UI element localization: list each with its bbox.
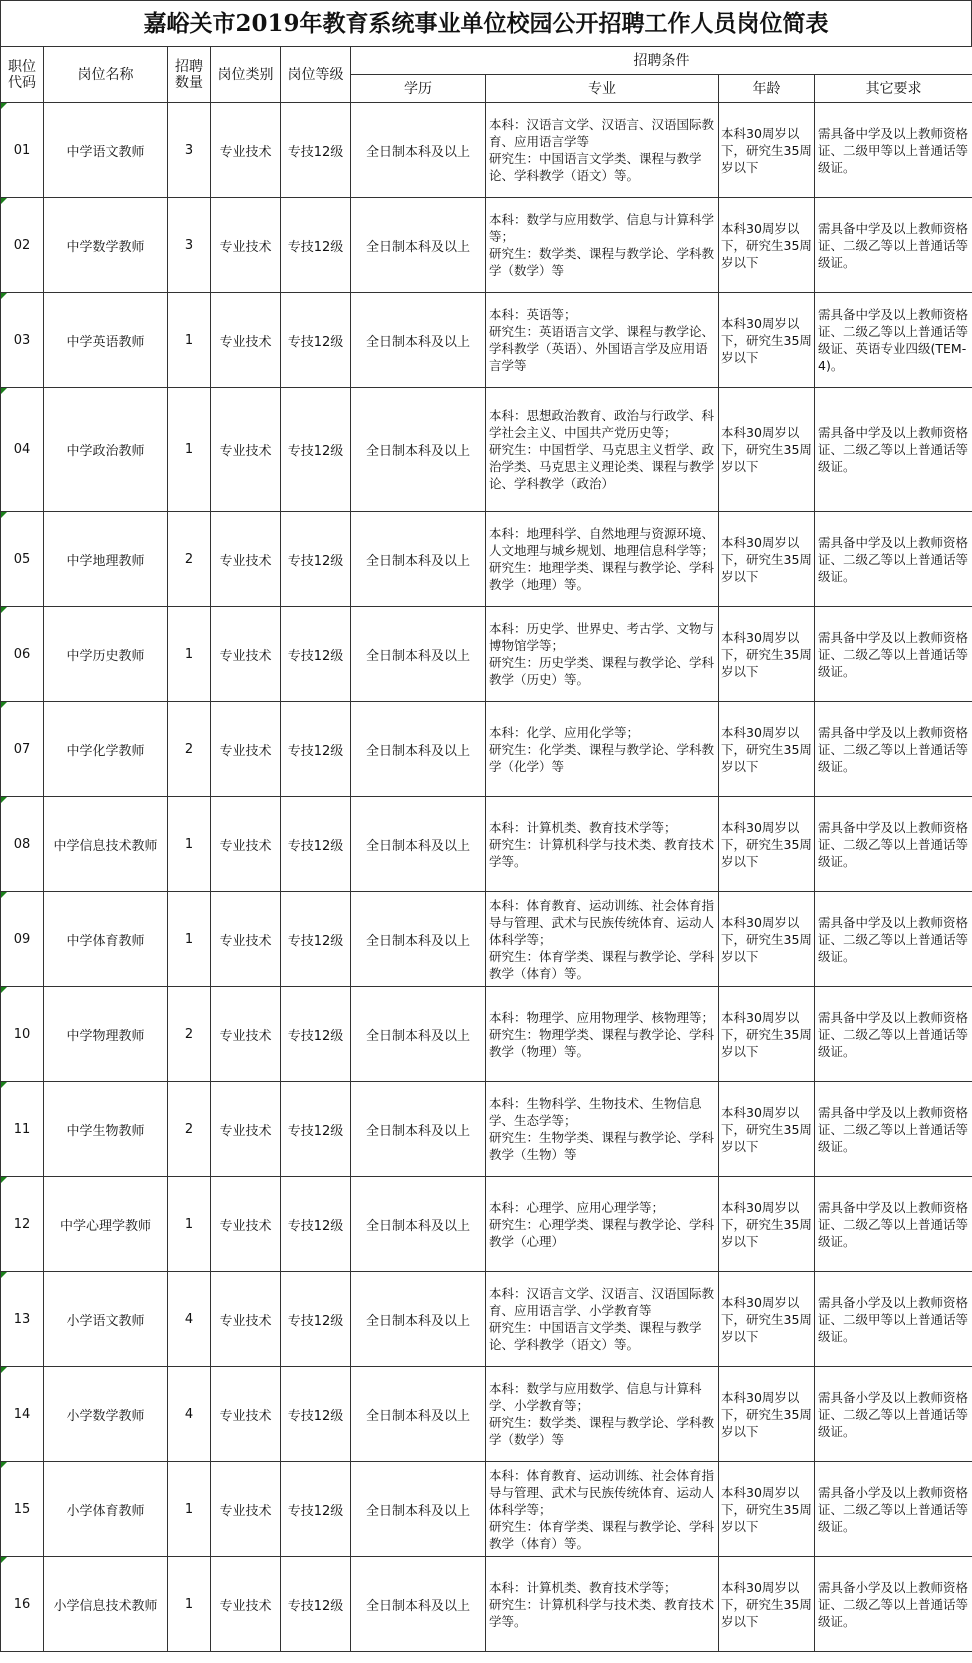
major-graduate: 研究生：英语语言文学、课程与教学论、学科教学（英语）、外国语言学及应用语言学等: [489, 324, 715, 373]
header-grade: 岗位等级: [281, 47, 351, 103]
position-age: 本科30周岁以下，研究生35周岁以下: [719, 1177, 815, 1272]
position-count: 4: [168, 1367, 211, 1462]
position-name: 小学信息技术教师: [44, 1557, 168, 1652]
major-graduate: 研究生：数学类、课程与教学论、学科教学（数学）等: [489, 246, 715, 278]
header-count: 招聘数量: [168, 47, 211, 103]
position-category: 专业技术: [211, 1367, 281, 1462]
position-grade: 专技12级: [281, 1367, 351, 1462]
position-education: 全日制本科及以上: [351, 797, 486, 892]
position-category: 专业技术: [211, 987, 281, 1082]
major-undergraduate: 本科：计算机类、教育技术学等；: [489, 1579, 677, 1595]
position-code: 04: [1, 388, 44, 512]
positions-table: [0, 46, 972, 1652]
position-count: 1: [168, 797, 211, 892]
header-code: 职位代码: [1, 47, 44, 103]
position-category: 专业技术: [211, 797, 281, 892]
position-category: 专业技术: [211, 1177, 281, 1272]
position-grade: 专技12级: [281, 1272, 351, 1367]
position-age: 本科30周岁以下，研究生35周岁以下: [719, 198, 815, 293]
position-name: 中学地理教师: [44, 512, 168, 607]
position-name: 中学英语教师: [44, 293, 168, 388]
position-name: 中学体育教师: [44, 892, 168, 987]
position-major: [486, 607, 719, 702]
position-age: 本科30周岁以下，研究生35周岁以下: [719, 892, 815, 987]
position-major: [486, 1462, 719, 1557]
position-other: 需具备小学及以上教师资格证、二级乙等以上普通话等级证。: [815, 1557, 972, 1652]
position-major: [486, 198, 719, 293]
position-age: 本科30周岁以下，研究生35周岁以下: [719, 607, 815, 702]
position-major: [486, 388, 719, 512]
position-grade: 专技12级: [281, 388, 351, 512]
position-grade: 专技12级: [281, 1557, 351, 1652]
table-row: [1, 512, 972, 607]
position-count: 4: [168, 1272, 211, 1367]
page-title: 嘉峪关市2019年教育系统事业单位校园公开招聘工作人员岗位简表: [0, 0, 972, 46]
position-education: 全日制本科及以上: [351, 1177, 486, 1272]
position-other: 需具备中学及以上教师资格证、二级乙等以上普通话等级证。: [815, 797, 972, 892]
table-row: [1, 1367, 972, 1462]
position-code: 09: [1, 892, 44, 987]
position-code: 05: [1, 512, 44, 607]
major-undergraduate: 本科：数学与应用数学、信息与计算科学、小学教育等；: [489, 1381, 702, 1413]
position-grade: 专技12级: [281, 797, 351, 892]
header-major: 专业: [486, 75, 719, 103]
position-age: 本科30周岁以下，研究生35周岁以下: [719, 702, 815, 797]
position-count: 1: [168, 293, 211, 388]
position-grade: 专技12级: [281, 702, 351, 797]
position-major: [486, 1272, 719, 1367]
table-row: [1, 198, 972, 293]
position-major: [486, 702, 719, 797]
position-code: 14: [1, 1367, 44, 1462]
position-grade: 专技12级: [281, 198, 351, 293]
position-major: [486, 1367, 719, 1462]
major-graduate: 研究生：中国语言文学类、课程与教学论、学科教学（语文）等。: [489, 151, 702, 183]
major-undergraduate: 本科：历史学、世界史、考古学、文物与博物馆学等；: [489, 621, 715, 653]
position-grade: 专技12级: [281, 293, 351, 388]
position-grade: 专技12级: [281, 1462, 351, 1557]
position-code: 08: [1, 797, 44, 892]
position-age: 本科30周岁以下，研究生35周岁以下: [719, 987, 815, 1082]
position-grade: 专技12级: [281, 1082, 351, 1177]
position-code: 03: [1, 293, 44, 388]
major-graduate: 研究生：计算机科学与技术类、教育技术学等。: [489, 836, 715, 869]
position-name: 小学语文教师: [44, 1272, 168, 1367]
table-row: [1, 702, 972, 797]
position-education: 全日制本科及以上: [351, 1557, 486, 1652]
position-count: 2: [168, 987, 211, 1082]
position-grade: 专技12级: [281, 892, 351, 987]
position-code: 01: [1, 103, 44, 198]
position-education: 全日制本科及以上: [351, 1272, 486, 1367]
position-name: 中学化学教师: [44, 702, 168, 797]
position-category: 专业技术: [211, 892, 281, 987]
position-category: 专业技术: [211, 293, 281, 388]
major-graduate: 研究生：物理学类、课程与教学论、学科教学（物理）等。: [489, 1026, 715, 1059]
position-education: 全日制本科及以上: [351, 702, 486, 797]
position-education: 全日制本科及以上: [351, 103, 486, 198]
table-row: [1, 1557, 972, 1652]
position-code: 13: [1, 1272, 44, 1367]
major-undergraduate: 本科：体育教育、运动训练、社会体育指导与管理、武术与民族传统体育、运动人体科学等；: [489, 1467, 715, 1517]
position-count: 1: [168, 607, 211, 702]
position-other: 需具备中学及以上教师资格证、二级乙等以上普通话等级证。: [815, 702, 972, 797]
major-undergraduate: 本科：计算机类、教育技术学等；: [489, 819, 677, 835]
position-grade: 专技12级: [281, 1177, 351, 1272]
major-graduate: 研究生：中国语言文学类、课程与教学论、学科教学（语文）等。: [489, 1320, 702, 1352]
position-education: 全日制本科及以上: [351, 198, 486, 293]
position-other: 需具备中学及以上教师资格证、二级乙等以上普通话等级证。: [815, 1082, 972, 1177]
position-count: 3: [168, 103, 211, 198]
position-other: 需具备中学及以上教师资格证、二级乙等以上普通话等级证。: [815, 987, 972, 1082]
position-count: 1: [168, 1557, 211, 1652]
table-row: [1, 797, 972, 892]
position-count: 3: [168, 198, 211, 293]
header-other: 其它要求: [815, 75, 972, 103]
position-other: 需具备小学及以上教师资格证、二级乙等以上普通话等级证。: [815, 1462, 972, 1557]
position-major: [486, 987, 719, 1082]
position-category: 专业技术: [211, 512, 281, 607]
position-age: 本科30周岁以下，研究生35周岁以下: [719, 512, 815, 607]
position-other: 需具备小学及以上教师资格证、二级甲等以上普通话等级证。: [815, 1272, 972, 1367]
position-major: [486, 1557, 719, 1652]
position-education: 全日制本科及以上: [351, 388, 486, 512]
position-education: 全日制本科及以上: [351, 1082, 486, 1177]
position-count: 2: [168, 1082, 211, 1177]
position-education: 全日制本科及以上: [351, 892, 486, 987]
position-count: 1: [168, 892, 211, 987]
position-name: 中学信息技术教师: [44, 797, 168, 892]
position-category: 专业技术: [211, 198, 281, 293]
position-major: [486, 797, 719, 892]
position-name: 小学体育教师: [44, 1462, 168, 1557]
position-education: 全日制本科及以上: [351, 512, 486, 607]
position-category: 专业技术: [211, 1082, 281, 1177]
major-graduate: 研究生：中国哲学、马克思主义哲学、政治学类、马克思主义理论类、课程与教学论、学科教学（政治）: [489, 442, 715, 491]
major-undergraduate: 本科：汉语言文学、汉语言、汉语国际教育、应用语言学、小学教育等: [489, 1286, 715, 1318]
position-other: 需具备中学及以上教师资格证、二级乙等以上普通话等级证。: [815, 512, 972, 607]
position-age: 本科30周岁以下，研究生35周岁以下: [719, 103, 815, 198]
position-count: 2: [168, 702, 211, 797]
position-name: 中学历史教师: [44, 607, 168, 702]
position-name: 中学语文教师: [44, 103, 168, 198]
position-other: 需具备中学及以上教师资格证、二级乙等以上普通话等级证、英语专业四级(TEM-4)。: [815, 293, 972, 388]
position-education: 全日制本科及以上: [351, 1462, 486, 1557]
position-other: 需具备中学及以上教师资格证、二级乙等以上普通话等级证。: [815, 388, 972, 512]
position-category: 专业技术: [211, 607, 281, 702]
major-graduate: 研究生：数学类、课程与教学论、学科教学（数学）等: [489, 1415, 715, 1447]
position-category: 专业技术: [211, 388, 281, 512]
position-code: 12: [1, 1177, 44, 1272]
major-undergraduate: 本科：地理科学、自然地理与资源环境、人文地理与城乡规划、地理信息科学等；: [489, 526, 715, 558]
position-code: 11: [1, 1082, 44, 1177]
table-body: [1, 103, 972, 1652]
position-name: 中学生物教师: [44, 1082, 168, 1177]
table-row: [1, 1462, 972, 1557]
major-graduate: 研究生：计算机科学与技术类、教育技术学等。: [489, 1596, 715, 1629]
position-education: 全日制本科及以上: [351, 1367, 486, 1462]
position-education: 全日制本科及以上: [351, 607, 486, 702]
position-other: 需具备中学及以上教师资格证、二级甲等以上普通话等级证。: [815, 103, 972, 198]
table-row: [1, 987, 972, 1082]
header-name: 岗位名称: [44, 47, 168, 103]
position-major: [486, 103, 719, 198]
position-category: 专业技术: [211, 702, 281, 797]
header-age: 年龄: [719, 75, 815, 103]
table-row: [1, 1082, 972, 1177]
position-other: 需具备中学及以上教师资格证、二级乙等以上普通话等级证。: [815, 1177, 972, 1272]
position-count: 1: [168, 1177, 211, 1272]
major-undergraduate: 本科：汉语言文学、汉语言、汉语国际教育、应用语言学等: [489, 117, 715, 149]
position-age: 本科30周岁以下，研究生35周岁以下: [719, 293, 815, 388]
position-major: [486, 1082, 719, 1177]
position-grade: 专技12级: [281, 512, 351, 607]
position-age: 本科30周岁以下，研究生35周岁以下: [719, 1462, 815, 1557]
position-count: 2: [168, 512, 211, 607]
position-education: 全日制本科及以上: [351, 293, 486, 388]
table-row: [1, 892, 972, 987]
position-grade: 专技12级: [281, 987, 351, 1082]
major-graduate: 研究生：心理学类、课程与教学论、学科教学（心理）: [489, 1216, 715, 1249]
position-age: 本科30周岁以下，研究生35周岁以下: [719, 1082, 815, 1177]
position-age: 本科30周岁以下，研究生35周岁以下: [719, 1557, 815, 1652]
major-undergraduate: 本科：物理学、应用物理学、核物理等；: [489, 1009, 715, 1025]
position-other: 需具备中学及以上教师资格证、二级乙等以上普通话等级证。: [815, 198, 972, 293]
position-code: 06: [1, 607, 44, 702]
position-age: 本科30周岁以下，研究生35周岁以下: [719, 1367, 815, 1462]
position-code: 07: [1, 702, 44, 797]
position-age: 本科30周岁以下，研究生35周岁以下: [719, 797, 815, 892]
position-major: [486, 293, 719, 388]
header-education: 学历: [351, 75, 486, 103]
position-name: 中学心理学教师: [44, 1177, 168, 1272]
table-row: [1, 607, 972, 702]
major-undergraduate: 本科：心理学、应用心理学等；: [489, 1199, 665, 1215]
position-grade: 专技12级: [281, 103, 351, 198]
major-undergraduate: 本科：数学与应用数学、信息与计算科学等；: [489, 212, 715, 244]
position-category: 专业技术: [211, 103, 281, 198]
header-category: 岗位类别: [211, 47, 281, 103]
position-major: [486, 512, 719, 607]
major-undergraduate: 本科：思想政治教育、政治与行政学、科学社会主义、中国共产党历史等；: [489, 408, 715, 440]
position-major: [486, 892, 719, 987]
position-other: 需具备小学及以上教师资格证、二级乙等以上普通话等级证。: [815, 1367, 972, 1462]
table-row: [1, 103, 972, 198]
table-row: [1, 388, 972, 512]
position-name: 中学政治教师: [44, 388, 168, 512]
major-graduate: 研究生：化学类、课程与教学论、学科教学（化学）等: [489, 741, 715, 774]
position-category: 专业技术: [211, 1462, 281, 1557]
table-row: [1, 293, 972, 388]
position-age: 本科30周岁以下，研究生35周岁以下: [719, 388, 815, 512]
position-code: 02: [1, 198, 44, 293]
major-graduate: 研究生：历史学类、课程与教学论、学科教学（历史）等。: [489, 655, 715, 687]
position-other: 需具备中学及以上教师资格证、二级乙等以上普通话等级证。: [815, 607, 972, 702]
major-undergraduate: 本科：英语等；: [489, 307, 577, 322]
table-row: [1, 1177, 972, 1272]
position-name: 中学数学教师: [44, 198, 168, 293]
major-graduate: 研究生：体育学类、课程与教学论、学科教学（体育）等。: [489, 1518, 715, 1551]
position-grade: 专技12级: [281, 607, 351, 702]
major-undergraduate: 本科：化学、应用化学等；: [489, 724, 640, 740]
position-count: 1: [168, 1462, 211, 1557]
major-graduate: 研究生：体育学类、课程与教学论、学科教学（体育）等。: [489, 948, 715, 981]
header-conditions: 招聘条件: [351, 47, 972, 75]
major-graduate: 研究生：生物学类、课程与教学论、学科教学（生物）等: [489, 1130, 715, 1162]
position-category: 专业技术: [211, 1557, 281, 1652]
major-undergraduate: 本科：生物科学、生物技术、生物信息学、生态学等；: [489, 1096, 702, 1128]
position-name: 小学数学教师: [44, 1367, 168, 1462]
position-education: 全日制本科及以上: [351, 987, 486, 1082]
major-graduate: 研究生：地理学类、课程与教学论、学科教学（地理）等。: [489, 560, 715, 592]
position-age: 本科30周岁以下，研究生35周岁以下: [719, 1272, 815, 1367]
table-row: [1, 1272, 972, 1367]
position-code: 15: [1, 1462, 44, 1557]
position-category: 专业技术: [211, 1272, 281, 1367]
position-code: 10: [1, 987, 44, 1082]
position-code: 16: [1, 1557, 44, 1652]
position-other: 需具备中学及以上教师资格证、二级乙等以上普通话等级证。: [815, 892, 972, 987]
major-undergraduate: 本科：体育教育、运动训练、社会体育指导与管理、武术与民族传统体育、运动人体科学等；: [489, 897, 715, 947]
position-name: 中学物理教师: [44, 987, 168, 1082]
position-count: 1: [168, 388, 211, 512]
position-major: [486, 1177, 719, 1272]
header-row-1: [1, 47, 972, 75]
